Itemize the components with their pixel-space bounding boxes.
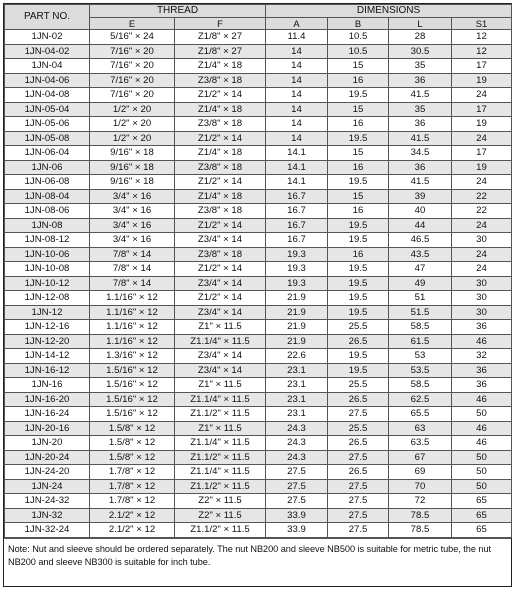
table-row (5, 189, 512, 204)
header-col-f: F (175, 18, 266, 30)
cell-part-no: 1JN-06-04 (5, 146, 90, 161)
table-row (5, 508, 512, 523)
cell-part-no: 1JN-08-12 (5, 233, 90, 248)
cell-thread-e: 1.5/16" × 12 (90, 363, 175, 378)
cell-dim-s1: 19 (452, 117, 512, 132)
cell-part-no: 1JN-08 (5, 218, 90, 233)
cell-dim-l: 58.5 (389, 320, 452, 335)
cell-dim-b: 25.5 (328, 421, 389, 436)
cell-thread-f: Z1/2" × 14 (175, 262, 266, 277)
cell-dim-s1: 22 (452, 204, 512, 219)
cell-thread-e: 1.5/8" × 12 (90, 450, 175, 465)
cell-dim-a: 23.1 (266, 378, 328, 393)
cell-dim-b: 10.5 (328, 30, 389, 45)
cell-dim-a: 11.4 (266, 30, 328, 45)
cell-part-no: 1JN-16 (5, 378, 90, 393)
cell-part-no: 1JN-14-12 (5, 349, 90, 364)
cell-thread-e: 1/2" × 20 (90, 102, 175, 117)
cell-dim-b: 16 (328, 117, 389, 132)
cell-dim-a: 33.9 (266, 508, 328, 523)
cell-dim-l: 28 (389, 30, 452, 45)
table-row (5, 494, 512, 509)
cell-dim-s1: 12 (452, 44, 512, 59)
cell-dim-s1: 50 (452, 450, 512, 465)
cell-part-no: 1JN-24-32 (5, 494, 90, 509)
cell-thread-e: 1.3/16" × 12 (90, 349, 175, 364)
cell-dim-b: 15 (328, 146, 389, 161)
cell-dim-a: 22.6 (266, 349, 328, 364)
spec-table-frame (3, 3, 512, 587)
cell-thread-f: Z3/4" × 14 (175, 233, 266, 248)
cell-dim-a: 27.5 (266, 479, 328, 494)
cell-part-no: 1JN-10-12 (5, 276, 90, 291)
cell-thread-f: Z1" × 11.5 (175, 320, 266, 335)
cell-thread-f: Z1.1/4" × 11.5 (175, 392, 266, 407)
cell-thread-f: Z3/4" × 14 (175, 363, 266, 378)
cell-dim-a: 24.3 (266, 436, 328, 451)
cell-thread-e: 7/16" × 20 (90, 73, 175, 88)
cell-thread-f: Z3/8" × 18 (175, 73, 266, 88)
cell-thread-e: 1.5/16" × 12 (90, 407, 175, 422)
cell-dim-a: 19.3 (266, 247, 328, 262)
cell-dim-l: 63 (389, 421, 452, 436)
cell-thread-f: Z1/8" × 27 (175, 30, 266, 45)
cell-thread-f: Z1/4" × 18 (175, 189, 266, 204)
cell-part-no: 1JN-04 (5, 59, 90, 74)
cell-dim-a: 14 (266, 88, 328, 103)
cell-thread-f: Z3/8" × 18 (175, 117, 266, 132)
cell-thread-e: 1/2" × 20 (90, 117, 175, 132)
table-row (5, 392, 512, 407)
cell-dim-s1: 30 (452, 233, 512, 248)
table-row (5, 523, 512, 538)
cell-thread-e: 7/16" × 20 (90, 59, 175, 74)
cell-thread-f: Z1/2" × 14 (175, 88, 266, 103)
cell-dim-l: 47 (389, 262, 452, 277)
cell-dim-l: 40 (389, 204, 452, 219)
cell-dim-s1: 30 (452, 305, 512, 320)
cell-dim-s1: 22 (452, 189, 512, 204)
cell-part-no: 1JN-16-24 (5, 407, 90, 422)
cell-thread-f: Z1.1/2" × 11.5 (175, 523, 266, 538)
cell-dim-a: 27.5 (266, 494, 328, 509)
cell-thread-e: 2.1/2" × 12 (90, 508, 175, 523)
table-row (5, 276, 512, 291)
cell-thread-e: 1/2" × 20 (90, 131, 175, 146)
cell-dim-b: 16 (328, 247, 389, 262)
cell-dim-l: 35 (389, 102, 452, 117)
cell-part-no: 1JN-16-12 (5, 363, 90, 378)
table-row (5, 160, 512, 175)
table-row (5, 146, 512, 161)
cell-dim-b: 25.5 (328, 320, 389, 335)
cell-dim-s1: 36 (452, 378, 512, 393)
cell-dim-s1: 12 (452, 30, 512, 45)
table-row (5, 218, 512, 233)
cell-thread-e: 7/16" × 20 (90, 44, 175, 59)
cell-dim-a: 16.7 (266, 189, 328, 204)
cell-dim-l: 53 (389, 349, 452, 364)
cell-dim-l: 53.5 (389, 363, 452, 378)
cell-thread-f: Z1.1/4" × 11.5 (175, 465, 266, 480)
cell-dim-b: 19.5 (328, 175, 389, 190)
cell-part-no: 1JN-04-06 (5, 73, 90, 88)
cell-dim-s1: 32 (452, 349, 512, 364)
cell-dim-b: 26.5 (328, 465, 389, 480)
cell-thread-f: Z2" × 11.5 (175, 494, 266, 509)
cell-dim-s1: 36 (452, 320, 512, 335)
cell-dim-b: 19.5 (328, 218, 389, 233)
cell-dim-a: 23.1 (266, 407, 328, 422)
cell-thread-e: 1.7/8" × 12 (90, 494, 175, 509)
cell-dim-a: 19.3 (266, 276, 328, 291)
cell-dim-b: 10.5 (328, 44, 389, 59)
cell-part-no: 1JN-10-08 (5, 262, 90, 277)
cell-thread-e: 1.5/16" × 12 (90, 378, 175, 393)
header-col-l: L (389, 18, 452, 30)
cell-thread-f: Z3/8" × 18 (175, 160, 266, 175)
cell-dim-a: 21.9 (266, 291, 328, 306)
cell-thread-f: Z1/4" × 18 (175, 59, 266, 74)
cell-dim-l: 61.5 (389, 334, 452, 349)
cell-dim-a: 21.9 (266, 334, 328, 349)
cell-thread-f: Z1.1/4" × 11.5 (175, 436, 266, 451)
cell-dim-s1: 65 (452, 523, 512, 538)
cell-thread-f: Z1/2" × 14 (175, 218, 266, 233)
cell-part-no: 1JN-12 (5, 305, 90, 320)
cell-dim-a: 14 (266, 102, 328, 117)
cell-dim-a: 14.1 (266, 160, 328, 175)
table-row (5, 349, 512, 364)
header-col-a: A (266, 18, 328, 30)
cell-dim-s1: 19 (452, 160, 512, 175)
cell-part-no: 1JN-16-20 (5, 392, 90, 407)
cell-dim-l: 65.5 (389, 407, 452, 422)
cell-thread-e: 9/16" × 18 (90, 160, 175, 175)
cell-dim-s1: 50 (452, 407, 512, 422)
cell-thread-e: 7/8" × 14 (90, 247, 175, 262)
table-header (5, 5, 512, 30)
cell-dim-l: 78.5 (389, 508, 452, 523)
cell-dim-a: 16.7 (266, 218, 328, 233)
cell-dim-a: 27.5 (266, 465, 328, 480)
cell-dim-s1: 24 (452, 218, 512, 233)
cell-dim-a: 14 (266, 73, 328, 88)
cell-thread-e: 7/8" × 14 (90, 276, 175, 291)
cell-dim-s1: 24 (452, 131, 512, 146)
table-row (5, 262, 512, 277)
cell-dim-l: 36 (389, 73, 452, 88)
header-part-no: PART NO. (5, 5, 90, 30)
cell-dim-a: 24.3 (266, 421, 328, 436)
cell-part-no: 1JN-24 (5, 479, 90, 494)
cell-dim-s1: 36 (452, 363, 512, 378)
cell-dim-a: 14 (266, 131, 328, 146)
cell-dim-l: 58.5 (389, 378, 452, 393)
cell-thread-e: 7/8" × 14 (90, 262, 175, 277)
cell-part-no: 1JN-06 (5, 160, 90, 175)
cell-thread-f: Z3/8" × 18 (175, 204, 266, 219)
cell-thread-e: 3/4" × 16 (90, 218, 175, 233)
cell-dim-l: 51.5 (389, 305, 452, 320)
table-row (5, 421, 512, 436)
cell-dim-b: 15 (328, 59, 389, 74)
header-col-e: E (90, 18, 175, 30)
cell-dim-a: 23.1 (266, 392, 328, 407)
table-row (5, 117, 512, 132)
cell-thread-f: Z1/2" × 14 (175, 131, 266, 146)
cell-dim-s1: 65 (452, 508, 512, 523)
cell-part-no: 1JN-32-24 (5, 523, 90, 538)
cell-thread-e: 3/4" × 16 (90, 204, 175, 219)
cell-thread-e: 1.5/8" × 12 (90, 421, 175, 436)
table-body (5, 30, 512, 538)
cell-dim-b: 27.5 (328, 523, 389, 538)
cell-thread-f: Z1/8" × 27 (175, 44, 266, 59)
cell-dim-b: 19.5 (328, 305, 389, 320)
cell-thread-e: 1.5/8" × 12 (90, 436, 175, 451)
cell-dim-a: 21.9 (266, 320, 328, 335)
cell-dim-a: 14.1 (266, 175, 328, 190)
cell-part-no: 1JN-05-08 (5, 131, 90, 146)
table-row (5, 465, 512, 480)
cell-dim-l: 62.5 (389, 392, 452, 407)
cell-dim-b: 16 (328, 204, 389, 219)
cell-dim-l: 63.5 (389, 436, 452, 451)
cell-dim-b: 27.5 (328, 450, 389, 465)
cell-part-no: 1JN-04-08 (5, 88, 90, 103)
table-row (5, 436, 512, 451)
cell-dim-b: 27.5 (328, 479, 389, 494)
cell-part-no: 1JN-20-16 (5, 421, 90, 436)
cell-dim-l: 67 (389, 450, 452, 465)
cell-thread-f: Z1.1/2" × 11.5 (175, 450, 266, 465)
table-row (5, 73, 512, 88)
cell-dim-s1: 65 (452, 494, 512, 509)
cell-dim-l: 36 (389, 160, 452, 175)
cell-part-no: 1JN-04-02 (5, 44, 90, 59)
cell-thread-f: Z1/4" × 18 (175, 102, 266, 117)
cell-part-no: 1JN-02 (5, 30, 90, 45)
cell-thread-f: Z3/8" × 18 (175, 247, 266, 262)
footnote: Note: Nut and sleeve should be ordered separately. The nut NB200 and sleeve NB500 is suitable for metric tube, the nut NB200 and sleeve NB300 is suitable for inch tube. (8, 543, 492, 567)
table-row (5, 30, 512, 45)
cell-dim-l: 43.5 (389, 247, 452, 262)
cell-dim-l: 69 (389, 465, 452, 480)
cell-dim-b: 27.5 (328, 508, 389, 523)
cell-thread-e: 1.1/16" × 12 (90, 320, 175, 335)
cell-part-no: 1JN-06-08 (5, 175, 90, 190)
table-row (5, 102, 512, 117)
cell-dim-b: 26.5 (328, 334, 389, 349)
table-row (5, 334, 512, 349)
cell-dim-a: 14 (266, 44, 328, 59)
cell-dim-l: 41.5 (389, 88, 452, 103)
cell-dim-l: 41.5 (389, 131, 452, 146)
cell-dim-b: 16 (328, 160, 389, 175)
cell-dim-s1: 46 (452, 421, 512, 436)
cell-dim-s1: 46 (452, 334, 512, 349)
cell-dim-s1: 24 (452, 262, 512, 277)
cell-thread-e: 3/4" × 16 (90, 233, 175, 248)
cell-thread-e: 7/16" × 20 (90, 88, 175, 103)
cell-part-no: 1JN-10-06 (5, 247, 90, 262)
header-col-s1: S1 (452, 18, 512, 30)
cell-dim-s1: 46 (452, 436, 512, 451)
cell-dim-s1: 17 (452, 102, 512, 117)
cell-dim-s1: 50 (452, 465, 512, 480)
cell-thread-f: Z1.1/2" × 11.5 (175, 479, 266, 494)
cell-dim-l: 49 (389, 276, 452, 291)
table-row (5, 175, 512, 190)
cell-dim-a: 16.7 (266, 204, 328, 219)
table-row (5, 131, 512, 146)
cell-dim-b: 27.5 (328, 494, 389, 509)
cell-dim-a: 14 (266, 117, 328, 132)
cell-thread-f: Z2" × 11.5 (175, 508, 266, 523)
cell-dim-s1: 50 (452, 479, 512, 494)
cell-part-no: 1JN-12-08 (5, 291, 90, 306)
table-row (5, 291, 512, 306)
cell-dim-b: 16 (328, 73, 389, 88)
cell-thread-e: 3/4" × 16 (90, 189, 175, 204)
cell-dim-l: 35 (389, 59, 452, 74)
cell-thread-f: Z3/4" × 14 (175, 305, 266, 320)
table-row (5, 450, 512, 465)
cell-dim-l: 39 (389, 189, 452, 204)
cell-dim-a: 21.9 (266, 305, 328, 320)
cell-thread-e: 2.1/2" × 12 (90, 523, 175, 538)
cell-dim-l: 30.5 (389, 44, 452, 59)
cell-dim-b: 19.5 (328, 363, 389, 378)
cell-dim-b: 19.5 (328, 131, 389, 146)
cell-dim-s1: 24 (452, 247, 512, 262)
cell-dim-a: 14 (266, 59, 328, 74)
cell-dim-b: 19.5 (328, 233, 389, 248)
cell-thread-f: Z3/4" × 14 (175, 276, 266, 291)
fitting-spec-table (4, 4, 512, 538)
table-row (5, 320, 512, 335)
cell-dim-l: 44 (389, 218, 452, 233)
cell-thread-e: 1.7/8" × 12 (90, 479, 175, 494)
cell-thread-e: 9/16" × 18 (90, 146, 175, 161)
cell-dim-s1: 30 (452, 276, 512, 291)
cell-thread-f: Z1" × 11.5 (175, 421, 266, 436)
cell-thread-e: 1.1/16" × 12 (90, 334, 175, 349)
table-row (5, 479, 512, 494)
table-row (5, 204, 512, 219)
table-row (5, 407, 512, 422)
table-row (5, 378, 512, 393)
cell-dim-a: 19.3 (266, 262, 328, 277)
cell-dim-a: 24.3 (266, 450, 328, 465)
cell-part-no: 1JN-05-04 (5, 102, 90, 117)
table-row (5, 44, 512, 59)
cell-dim-b: 15 (328, 102, 389, 117)
cell-dim-b: 19.5 (328, 262, 389, 277)
cell-thread-e: 1.1/16" × 12 (90, 291, 175, 306)
cell-thread-e: 5/16" × 24 (90, 30, 175, 45)
cell-part-no: 1JN-20 (5, 436, 90, 451)
cell-dim-l: 51 (389, 291, 452, 306)
cell-dim-a: 33.9 (266, 523, 328, 538)
cell-dim-l: 36 (389, 117, 452, 132)
cell-part-no: 1JN-20-24 (5, 450, 90, 465)
cell-dim-b: 25.5 (328, 378, 389, 393)
table-row (5, 305, 512, 320)
cell-part-no: 1JN-05-06 (5, 117, 90, 132)
cell-dim-b: 26.5 (328, 392, 389, 407)
cell-dim-s1: 46 (452, 392, 512, 407)
cell-dim-l: 41.5 (389, 175, 452, 190)
cell-dim-b: 19.5 (328, 291, 389, 306)
cell-part-no: 1JN-08-04 (5, 189, 90, 204)
cell-dim-l: 72 (389, 494, 452, 509)
cell-dim-s1: 30 (452, 291, 512, 306)
cell-part-no: 1JN-24-20 (5, 465, 90, 480)
cell-thread-e: 1.5/16" × 12 (90, 392, 175, 407)
cell-thread-f: Z1.1/4" × 11.5 (175, 334, 266, 349)
cell-dim-a: 23.1 (266, 363, 328, 378)
cell-thread-f: Z1" × 11.5 (175, 378, 266, 393)
cell-part-no: 1JN-12-20 (5, 334, 90, 349)
cell-dim-b: 19.5 (328, 349, 389, 364)
cell-dim-l: 34.5 (389, 146, 452, 161)
cell-dim-s1: 17 (452, 146, 512, 161)
cell-dim-l: 78.5 (389, 523, 452, 538)
cell-thread-e: 1.7/8" × 12 (90, 465, 175, 480)
cell-thread-f: Z1.1/2" × 11.5 (175, 407, 266, 422)
header-dimensions: DIMENSIONS (266, 5, 512, 18)
cell-thread-f: Z3/4" × 14 (175, 349, 266, 364)
cell-thread-e: 1.1/16" × 12 (90, 305, 175, 320)
cell-dim-s1: 17 (452, 59, 512, 74)
cell-dim-s1: 24 (452, 175, 512, 190)
cell-dim-b: 19.5 (328, 276, 389, 291)
cell-dim-s1: 24 (452, 88, 512, 103)
table-row (5, 59, 512, 74)
table-row (5, 88, 512, 103)
cell-dim-a: 16.7 (266, 233, 328, 248)
cell-part-no: 1JN-12-16 (5, 320, 90, 335)
header-col-b: B (328, 18, 389, 30)
cell-thread-f: Z1/4" × 18 (175, 146, 266, 161)
cell-dim-l: 46.5 (389, 233, 452, 248)
cell-part-no: 1JN-32 (5, 508, 90, 523)
cell-dim-b: 27.5 (328, 407, 389, 422)
cell-dim-l: 70 (389, 479, 452, 494)
table-row (5, 247, 512, 262)
cell-dim-s1: 19 (452, 73, 512, 88)
header-thread: THREAD (90, 5, 266, 18)
cell-dim-b: 19.5 (328, 88, 389, 103)
cell-dim-b: 15 (328, 189, 389, 204)
cell-part-no: 1JN-08-06 (5, 204, 90, 219)
table-row (5, 363, 512, 378)
table-row (5, 233, 512, 248)
cell-dim-b: 26.5 (328, 436, 389, 451)
cell-thread-f: Z1/2" × 14 (175, 291, 266, 306)
cell-thread-f: Z1/2" × 14 (175, 175, 266, 190)
cell-thread-e: 9/16" × 18 (90, 175, 175, 190)
cell-dim-a: 14.1 (266, 146, 328, 161)
